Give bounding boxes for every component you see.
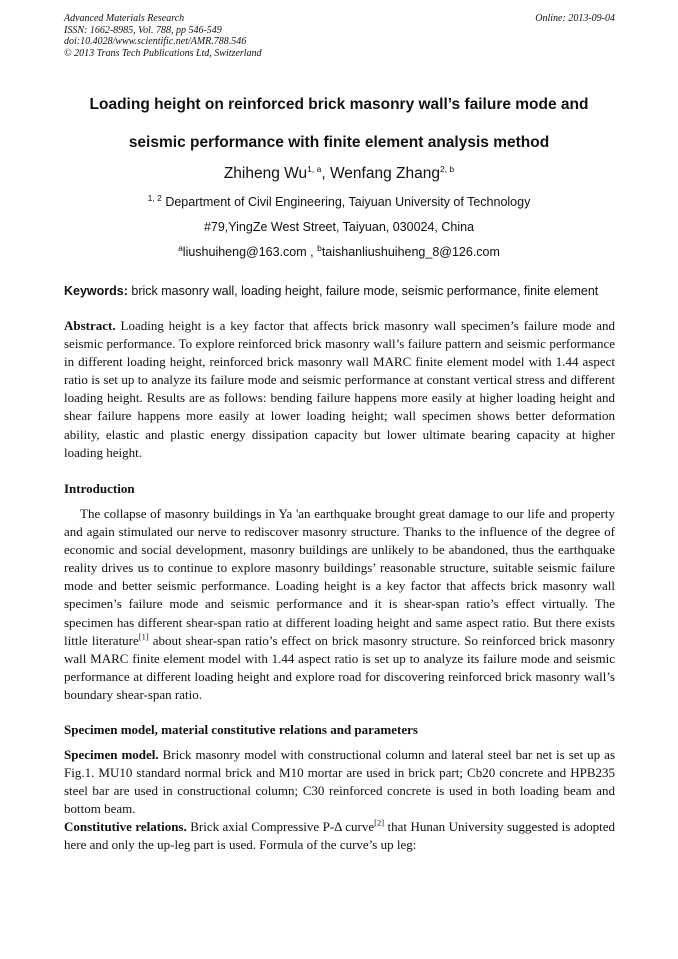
email-marker: a (178, 242, 183, 253)
affiliation-department (0, 192, 678, 209)
journal-header (64, 13, 615, 59)
author-separator: , (321, 165, 330, 182)
abstract-paragraph (64, 317, 615, 462)
email-link[interactable]: liushuiheng@163.com , (182, 245, 318, 259)
author-affil-marker: 2, b (439, 163, 455, 174)
title-line-1: Loading height on reinforced brick masonry wall’s failure mode and (89, 96, 589, 113)
author-name: Zhiheng Wu (223, 165, 308, 182)
specimen-model-label: Specimen model. (64, 747, 159, 762)
issn-line: ISSN: 1662-8985, Vol. 788, pp 546-549 (64, 24, 222, 36)
introduction-paragraph (64, 505, 615, 704)
author-list (0, 165, 678, 183)
keywords-text: brick masonry wall, loading height, failure mode, seismic performance, finite element (127, 284, 599, 298)
author-emails (0, 242, 678, 259)
specimen-model-text: Brick masonry model with constructional column and lateral steel bar net is set up as Fig.1. MU10 standard normal brick and M10 mortar are used in brick part; Cb20 concrete and HPB235 steel bar are used in constructional column; C30 reinforced concrete is used in both loading beam and bottom beam. (64, 747, 615, 817)
copyright-line: © 2013 Trans Tech Publications Ltd, Switzerland (64, 47, 262, 59)
citation-ref[interactable]: [1] (138, 631, 149, 642)
email-marker: b (317, 242, 322, 253)
intro-text: about shear-span ratio’s effect on brick masonry structure. So reinforced brick masonry wall MARC finite element model with 1.44 aspect ratio is set up to analyze its failure mode and seismic performance at different loading height and explore road for discovering reinforced brick masonry wall’s boundary shear-span ratio. (64, 632, 615, 702)
author-affil-marker: 1, a (307, 163, 322, 174)
online-date: Online: 2013-09-04 (535, 13, 615, 24)
email-link[interactable]: taishanliushuiheng_8@126.com (321, 245, 500, 259)
abstract-text: Loading height is a key factor that affects brick masonry wall specimen’s failure mode and seismic performance. To explore reinforced brick masonry wall’s failure pattern and seismic performance in different loading height, reinforced brick masonry wall MARC finite element model with 1.44 aspect ratio is set up to analyze its failure mode and seismic performance at constant vertical stress and different loading height. Results are as follows: bending failure happens more easily at higher loading height and shear failure happens more easily at lower loading height; wall specimen shows better deformation ability, elastic and plastic energy dissipation capacity but lower ultimate bearing capacity at higher loading height. (64, 318, 615, 460)
author-name: Wenfang Zhang (329, 165, 440, 182)
abstract-label: Abstract. (64, 318, 116, 333)
citation-ref[interactable]: [2] (374, 817, 385, 828)
specimen-model-paragraph (64, 746, 615, 818)
affiliation-address: #79,YingZe West Street, Taiyuan, 030024, China (203, 220, 475, 234)
constitutive-text: Brick axial Compressive P-Δ curve (186, 819, 375, 834)
constitutive-label: Constitutive relations. (64, 819, 187, 834)
keywords-line (64, 284, 615, 298)
introduction-heading: Introduction (64, 481, 135, 496)
title-line-2: seismic performance with finite element analysis method (128, 134, 550, 151)
affil-marker: 1, 2 (147, 192, 162, 203)
department-text: Department of Civil Engineering, Taiyuan University of Technology (161, 195, 531, 209)
journal-name: Advanced Materials Research (64, 13, 185, 24)
section-heading: Specimen model, material constitutive relations and parameters (64, 722, 418, 737)
constitutive-text: that Hunan University suggested is adopted here and only the up-leg part is used. Formula of the curve’s up leg: (64, 819, 615, 853)
doi-line: doi:10.4028/www.scientific.net/AMR.788.546 (64, 36, 247, 47)
intro-text: The collapse of masonry buildings in Ya 'an earthquake brought great damage to our life and property and again stimulated our nerve to rediscover masonry structure. Thanks to the influence of the degree of economic and social development, masonry buildings are unlikely to be abandoned, thus the earthquake reality drives us to continue to explore masonry buildings’ reasonable structure, suitable seismic failure mode and better seismic performance. Loading height is a key factor that affects brick masonry wall specimen’s failure mode and seismic performance and it is shear-span ratio’s effect virtually. The specimen has different shear-span ratio at different loading height and same aspect ratio. But there exists little literature (64, 506, 615, 648)
constitutive-paragraph (64, 818, 615, 854)
keywords-label: Keywords: (64, 284, 128, 298)
paper-title (40, 86, 638, 162)
